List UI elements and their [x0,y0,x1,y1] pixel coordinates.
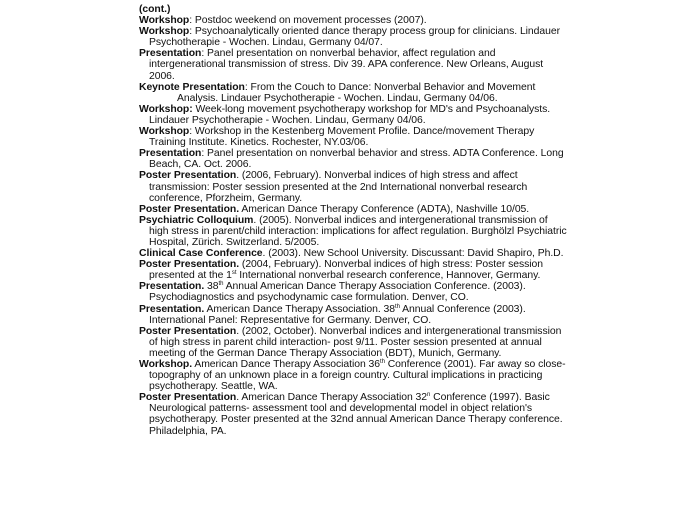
entry-separator: : [189,15,195,27]
entry-type: Psychiatric Colloquium [139,214,254,226]
entry-separator: : [244,81,251,93]
entry-separator: . [236,170,242,182]
ordinal-suffix: st [231,270,237,277]
entry-text: (2005). Nonverbal indices and intergenerational transmission of high stress in parent/child interaction: implications for affect regulation. Burghölzl Psychiatric Hospital, Zürich. Switzerland. 5/2005. [149,214,567,248]
list-item [139,326,569,359]
list-item [139,259,569,281]
entry-text: (2006, February). Nonverbal indices of high stress and affect transmission: Poster session presented at the 2nd International nonverbal research conference, Pforzheim, Germany. [149,170,528,204]
entry-text-start: 38 [207,281,219,293]
ordinal-suffix: th [394,303,400,310]
entry-type: Clinical Case Conference [139,248,263,260]
entry-text-start: (2004, February). Nonverbal indices of high stress: Poster session presented at the 1 [149,259,543,282]
entry-separator: : [201,148,208,160]
ordinal-suffix: n [427,392,431,399]
entry-separator: . [253,214,260,226]
entry-separator: : [189,126,195,138]
entry-type: Workshop: [139,103,193,115]
entry-text-end: Annual Conference (2003). International Panel: Representative for Germany. Denver, CO. [149,303,526,326]
entry-type: Poster Presentation [139,392,237,404]
entry-text-start: American Dance Therapy Association 36 [194,359,380,370]
entry-separator: . [236,392,242,404]
list-item [139,215,569,248]
list-item [139,304,569,326]
list-item [139,104,569,126]
list-item [139,170,569,203]
list-item [139,15,569,26]
cv-continuation-page [139,4,569,437]
entry-type: Presentation [139,48,202,60]
list-item [139,148,569,170]
entry-type: Workshop. [139,359,193,370]
entry-text-end: Annual American Dance Therapy Association Conference. (2003). Psychodiagnostics and psychodynamic case formulation. Denver, CO. [149,281,526,304]
entry-type: Poster Presentation [139,325,237,337]
entry-text-start: American Dance Therapy Association 32 [241,392,427,404]
entry-type: Poster Presentation. [139,203,240,215]
list-item [139,281,569,303]
list-item [139,48,569,81]
entry-text-end: International nonverbal research conference, Hannover, Germany. [236,270,541,282]
entry-type: Workshop [139,26,190,38]
entry-type: Poster Presentation. [139,259,240,271]
entry-type: Workshop [139,15,190,27]
entry-text: Postdoc weekend on movement processes (2007). [194,15,427,27]
entry-text: Workshop in the Kestenberg Movement Profile. Dance/movement Therapy Training Institute. Kinetics. Rochester, NY.03/06. [149,126,535,149]
entry-type: Presentation. [139,303,205,315]
continued-heading: (cont.) [139,4,171,15]
entry-text: Psychoanalytically oriented dance therapy process group for clinicians. Lindauer Psychotherapie - Wochen. Lindau, Germany 04/07. [149,26,560,49]
entry-type: Presentation. [139,281,205,293]
entry-separator: . [236,325,242,337]
list-item [139,359,569,392]
entry-text: American Dance Therapy Conference (ADTA), Nashville 10/05. [241,203,530,215]
entry-type: Keynote Presentation [139,81,245,93]
entry-text: (2002, October). Nonverbal indices and intergenerational transmission of high stress in parent child interaction- post 9/11. Poster session presented at annual meeting of the German Dance Therapy Association (BDT), Munich, Germany. [149,325,562,359]
ordinal-suffix: th [379,359,385,365]
entry-text-end: Conference (1997). Basic Neurological patterns- assessment tool and developmental model in object relation's psychotherapy. Poster presented at the 32nd annual American Dance Therapy conference. Philadelphia, PA. [149,392,563,437]
entry-separator: . [262,248,269,260]
entry-text-start: American Dance Therapy Association. 38 [206,303,395,315]
entry-text: Panel presentation on nonverbal behavior and stress. ADTA Conference. Long Beach, CA. Oct. 2006. [149,148,564,171]
entry-text: Week-long movement psychotherapy workshop for MD's and Psychoanalysts. Lindauer Psychotherapie - Wochen. Lindau, Germany 04/06. [149,103,551,126]
entry-type: Poster Presentation [139,170,237,182]
entry-separator: : [189,26,195,38]
ordinal-suffix: th [218,281,224,288]
entry-text: Panel presentation on nonverbal behavior, affect regulation and intergenerational transmission of stress. Div 39. APA conference. New Orleans, August 2006. [149,48,544,82]
list-item [139,26,569,48]
list-item [139,204,569,215]
list-item [139,248,569,259]
list-item [139,82,569,104]
entry-separator: : [201,48,208,60]
entry-type: Presentation [139,148,202,160]
list-item [139,126,569,148]
entry-text-end: Conference (2001). Far away so close- topography of an unknown place in a foreign country. Cultural implications in practicing psychotherapy. Seattle, WA. [149,359,566,393]
entry-text: From the Couch to Dance: Nonverbal Behavior and Movement Analysis. Lindauer Psychotherapie - Wochen. Lindau, Germany 04/06. [177,81,536,104]
entry-type: Workshop [139,126,190,138]
entry-text: (2003). New School University. Discussant: David Shapiro, Ph.D. [268,248,564,260]
list-item [139,392,569,436]
